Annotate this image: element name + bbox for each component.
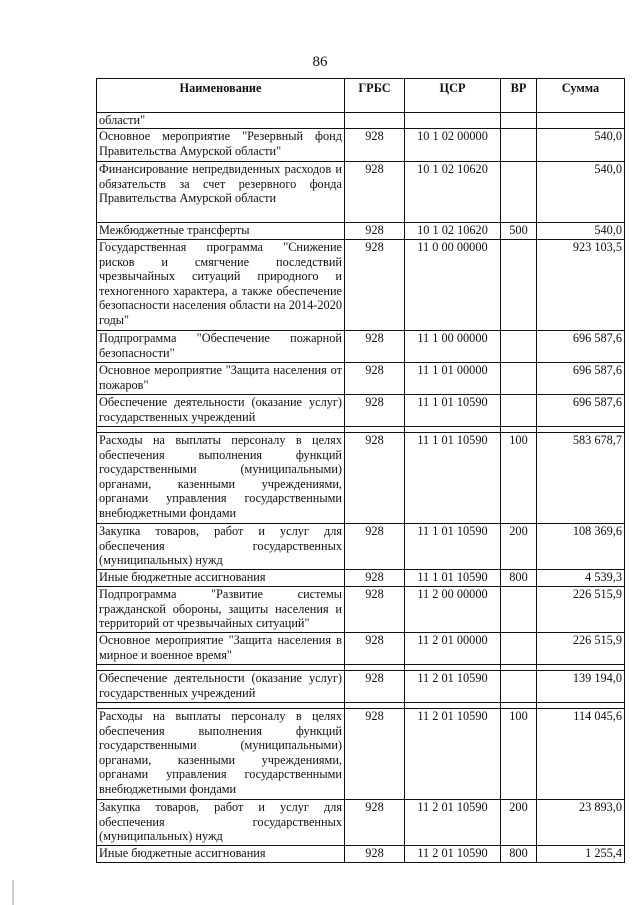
cell-csr: 11 2 01 00000 <box>405 633 501 665</box>
cell-vr <box>501 162 537 223</box>
cell-sum: 226 515,9 <box>537 633 625 665</box>
cell-vr <box>501 363 537 395</box>
cell-name: Подпрограмма "Развитие системы гражданской обороны, защиты населения и территорий от чрезвычайных ситуаций" <box>97 587 345 633</box>
cell-grbs: 928 <box>345 395 405 427</box>
cell-sum: 1 255,4 <box>537 846 625 863</box>
cell-vr <box>501 395 537 427</box>
table-row <box>97 363 625 395</box>
cell-grbs: 928 <box>345 223 405 240</box>
cell-csr: 11 2 00 00000 <box>405 587 501 633</box>
table-row <box>97 846 625 863</box>
cell-csr: 11 2 01 10590 <box>405 671 501 703</box>
cell-sum: 696 587,6 <box>537 331 625 363</box>
budget-table <box>96 78 625 863</box>
cell-csr: 11 2 01 10590 <box>405 709 501 800</box>
cell-csr: 11 2 01 10590 <box>405 800 501 846</box>
table-row <box>97 800 625 846</box>
cell-sum: 696 587,6 <box>537 363 625 395</box>
table-row <box>97 113 625 129</box>
cell-name: Основное мероприятие "Защита населения от пожаров" <box>97 363 345 395</box>
cell-name: Обеспечение деятельности (оказание услуг) государственных учреждений <box>97 395 345 427</box>
cell-sum: 139 194,0 <box>537 671 625 703</box>
cell-vr: 200 <box>501 524 537 570</box>
cell-grbs: 928 <box>345 570 405 587</box>
cell-grbs <box>345 113 405 129</box>
cell-grbs: 928 <box>345 671 405 703</box>
table-row <box>97 240 625 331</box>
cell-grbs: 928 <box>345 433 405 524</box>
table-row <box>97 129 625 162</box>
cell-vr <box>501 633 537 665</box>
cell-grbs: 928 <box>345 800 405 846</box>
cell-csr: 11 1 01 00000 <box>405 363 501 395</box>
cell-vr: 200 <box>501 800 537 846</box>
cell-name: области" <box>97 113 345 129</box>
cell-grbs: 928 <box>345 709 405 800</box>
cell-vr <box>501 331 537 363</box>
cell-grbs: 928 <box>345 846 405 863</box>
page-number: 86 <box>312 54 328 70</box>
cell-sum: 114 045,6 <box>537 709 625 800</box>
table-row <box>97 587 625 633</box>
table-row <box>97 395 625 427</box>
cell-name: Расходы на выплаты персоналу в целях обеспечения выполнения функций государственными (муниципальными) органами, казенными учреждениями, органами управления государственными внебюджетными фондами <box>97 709 345 800</box>
cell-sum: 540,0 <box>537 223 625 240</box>
cell-grbs: 928 <box>345 363 405 395</box>
cell-grbs: 928 <box>345 129 405 162</box>
cell-grbs: 928 <box>345 633 405 665</box>
table-row <box>97 331 625 363</box>
cell-grbs: 928 <box>345 162 405 223</box>
table-row <box>97 524 625 570</box>
cell-csr: 11 1 01 10590 <box>405 433 501 524</box>
cell-csr: 10 1 02 10620 <box>405 162 501 223</box>
cell-csr: 11 0 00 00000 <box>405 240 501 331</box>
cell-grbs: 928 <box>345 524 405 570</box>
table-row <box>97 570 625 587</box>
cell-sum: 108 369,6 <box>537 524 625 570</box>
table-row <box>97 709 625 800</box>
table-row <box>97 433 625 524</box>
cell-csr <box>405 113 501 129</box>
cell-vr <box>501 113 537 129</box>
cell-csr: 11 2 01 10590 <box>405 846 501 863</box>
cell-vr: 800 <box>501 570 537 587</box>
table-row <box>97 162 625 223</box>
cell-sum <box>537 113 625 129</box>
column-header-vr: ВР <box>501 79 537 113</box>
cell-vr: 800 <box>501 846 537 863</box>
column-header-sum: Сумма <box>537 79 625 113</box>
cell-name: Иные бюджетные ассигнования <box>97 846 345 863</box>
cell-vr: 100 <box>501 433 537 524</box>
cell-name: Закупка товаров, работ и услуг для обеспечения государственных (муниципальных) нужд <box>97 524 345 570</box>
cell-name: Обеспечение деятельности (оказание услуг) государственных учреждений <box>97 671 345 703</box>
cell-csr: 11 1 00 00000 <box>405 331 501 363</box>
cell-sum: 923 103,5 <box>537 240 625 331</box>
cell-name: Государственная программа "Снижение рисков и смягчение последствий чрезвычайных ситуаций природного и техногенного характера, а также обеспечение безопасности населения области на 2014-2020 годы" <box>97 240 345 331</box>
cell-name: Межбюджетные трансферты <box>97 223 345 240</box>
cell-name: Иные бюджетные ассигнования <box>97 570 345 587</box>
scan-edge-mark <box>12 880 14 905</box>
cell-name: Подпрограмма "Обеспечение пожарной безопасности" <box>97 331 345 363</box>
cell-sum: 540,0 <box>537 129 625 162</box>
cell-vr: 500 <box>501 223 537 240</box>
cell-csr: 10 1 02 10620 <box>405 223 501 240</box>
cell-csr: 11 1 01 10590 <box>405 395 501 427</box>
cell-name: Основное мероприятие "Защита населения в мирное и военное время" <box>97 633 345 665</box>
cell-vr <box>501 240 537 331</box>
cell-vr: 100 <box>501 709 537 800</box>
cell-vr <box>501 587 537 633</box>
cell-name: Основное мероприятие "Резервный фонд Правительства Амурской области" <box>97 129 345 162</box>
table-row <box>97 223 625 240</box>
cell-vr <box>501 129 537 162</box>
cell-sum: 226 515,9 <box>537 587 625 633</box>
cell-csr: 11 1 01 10590 <box>405 570 501 587</box>
cell-csr: 10 1 02 00000 <box>405 129 501 162</box>
cell-name: Закупка товаров, работ и услуг для обеспечения государственных (муниципальных) нужд <box>97 800 345 846</box>
table-body <box>97 113 625 863</box>
cell-grbs: 928 <box>345 587 405 633</box>
cell-csr: 11 1 01 10590 <box>405 524 501 570</box>
cell-name: Расходы на выплаты персоналу в целях обеспечения выполнения функций государственными (муниципальными) органами, казенными учреждениями, органами управления государственными внебюджетными фондами <box>97 433 345 524</box>
cell-sum: 540,0 <box>537 162 625 223</box>
cell-grbs: 928 <box>345 240 405 331</box>
cell-sum: 23 893,0 <box>537 800 625 846</box>
cell-grbs: 928 <box>345 331 405 363</box>
cell-sum: 4 539,3 <box>537 570 625 587</box>
column-header-csr: ЦСР <box>405 79 501 113</box>
cell-vr <box>501 671 537 703</box>
cell-sum: 583 678,7 <box>537 433 625 524</box>
column-header-name: Наименование <box>97 79 345 113</box>
table-row <box>97 633 625 665</box>
column-header-grbs: ГРБС <box>345 79 405 113</box>
table-row <box>97 671 625 703</box>
cell-name: Финансирование непредвиденных расходов и обязательств за счет резервного фонда Правительства Амурской области <box>97 162 345 223</box>
cell-sum: 696 587,6 <box>537 395 625 427</box>
table-header-row <box>97 79 625 113</box>
